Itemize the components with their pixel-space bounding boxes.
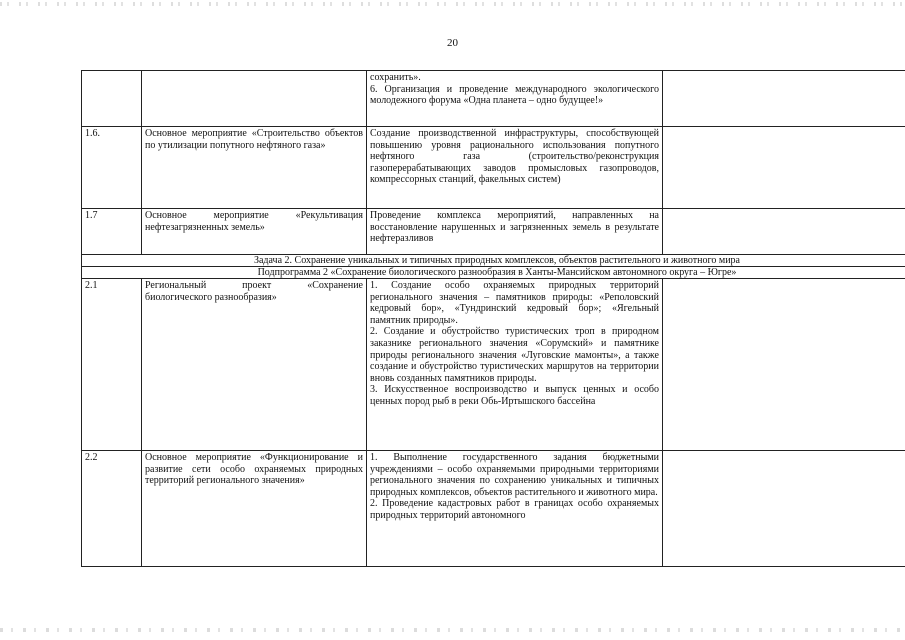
section-heading-row [82,255,905,267]
row-number: 2.1 [82,279,142,451]
section-heading-row [82,267,905,279]
row-description [367,451,663,567]
row-description: Создание производственной инфраструктуры, способствующей повышению уровня рационального использования попутного нефтяного газа (строительство/реконструкция газоперерабатывающих заводов промысловых газопроводов, компрессорных станций, факельных систем) [367,127,663,209]
description-paragraph: 2. Создание и обустройство туристических троп в природном заказнике регионального значения «Сорумский» и памятнике природы регионального значения «Луговские мамонты», а также создание и обустройство туристических маршрутов на территории вновь созданных памятников природы. [370,326,659,384]
table-row [82,279,905,451]
description-paragraph: 1. Выполнение государственного задания бюджетными учреждениями – особо охраняемыми природными территориями регионального значения по сохранению уникальных и типичных природных комплексов, объектов растительного и животного мира. [370,452,659,498]
scan-artifact-bottom [0,628,905,632]
row-description [367,279,663,451]
row-extra [663,279,905,451]
table-row [82,71,905,127]
row-number: 1.6. [82,127,142,209]
row-number: 1.7 [82,209,142,255]
row-description: Проведение комплекса мероприятий, направленных на восстановление нарушенных и загрязненных земель в результате нефтеразливов [367,209,663,255]
description-paragraph: 1. Создание особо охраняемых природных территорий регионального значения – памятников природы: «Реполовский кедровый бор», «Тундринский кедровый бор»; «Ягельный памятник природы». [370,280,659,326]
table-row [82,209,905,255]
row-extra [663,71,905,127]
row-title: Основное мероприятие «Функционирование и развитие сети особо охраняемых природных территорий регионального значения» [142,451,367,567]
row-extra [663,451,905,567]
description-paragraph: 3. Искусственное воспроизводство и выпуск ценных и особо ценных пород рыб в реки Обь-Иртышского бассейна [370,384,659,407]
table-row [82,451,905,567]
row-extra [663,127,905,209]
row-extra [663,209,905,255]
scan-artifact-top [0,2,905,6]
row-title: Основное мероприятие «Строительство объектов по утилизации попутного нефтяного газа» [142,127,367,209]
table-row [82,127,905,209]
program-measures-table [81,70,905,567]
row-number: 2.2 [82,451,142,567]
subprogram-heading: Подпрограмма 2 «Сохранение биологического разнообразия в Ханты-Мансийском автономного округа – Югре» [82,267,905,279]
task-heading: Задача 2. Сохранение уникальных и типичных природных комплексов, объектов растительного и животного мира [82,255,905,267]
row-title [142,71,367,127]
page-number: 20 [447,37,458,49]
row-description: сохранить». 6. Организация и проведение международного экологического молодежного форума «Одна планета – одно будущее!» [367,71,663,127]
description-paragraph: 2. Проведение кадастровых работ в границах особо охраняемых природных территорий автономного [370,498,659,521]
row-title: Основное мероприятие «Рекультивация нефтезагрязненных земель» [142,209,367,255]
row-number [82,71,142,127]
row-title: Региональный проект «Сохранение биологического разнообразия» [142,279,367,451]
